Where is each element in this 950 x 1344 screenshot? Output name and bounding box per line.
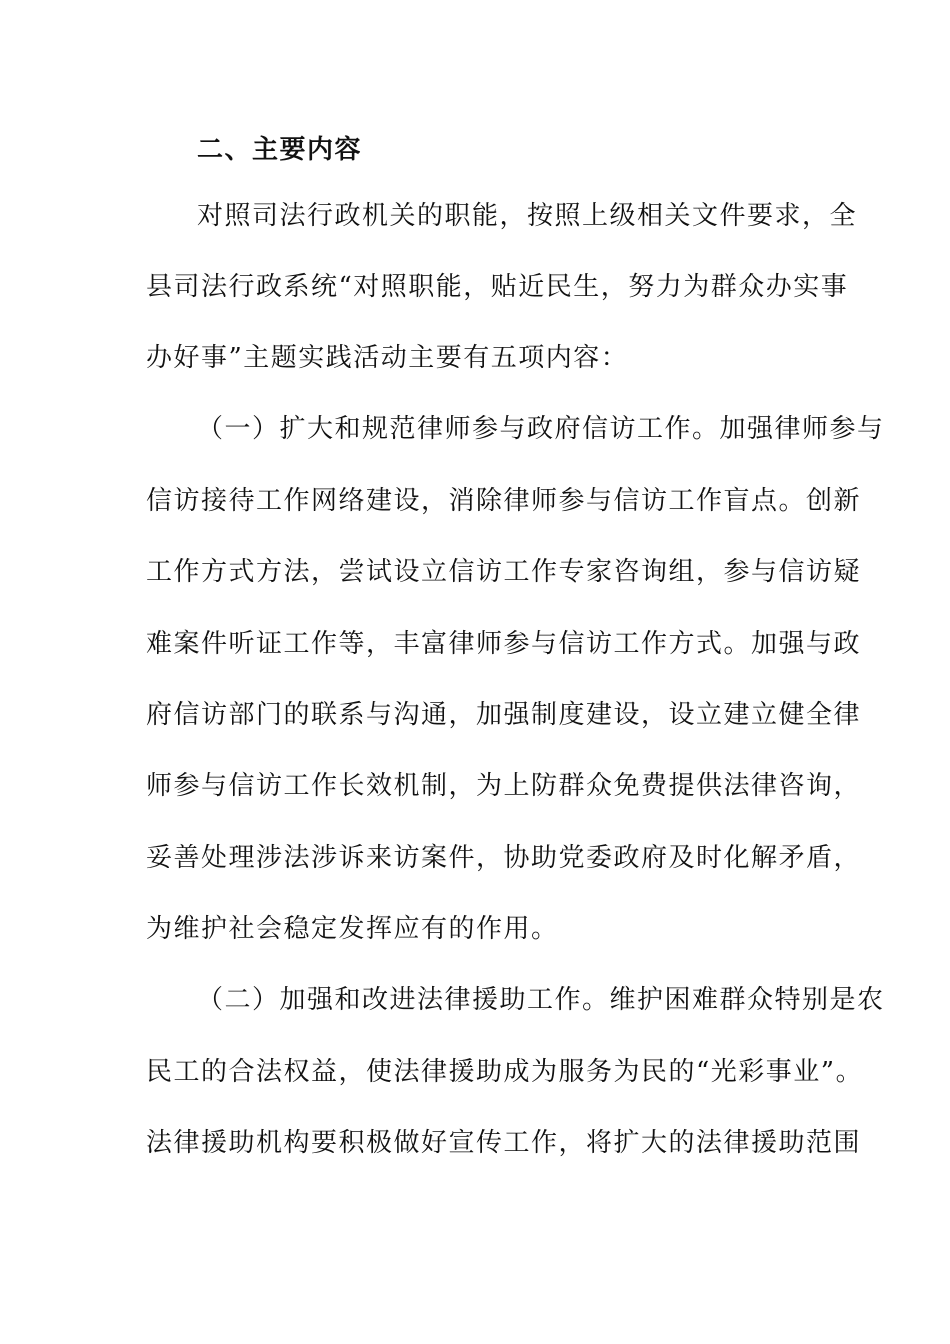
paragraph-line: 办好事”主题实践活动主要有五项内容： — [146, 343, 629, 373]
paragraph-line: 县司法行政系统“对照职能，贴近民生，努力为群众办实事 — [146, 272, 849, 302]
paragraph-line: 工作方式方法，尝试设立信访工作专家咨询组，参与信访疑 — [146, 557, 862, 587]
paragraph-line: 难案件听证工作等，丰富律师参与信访工作方式。加强与政 — [146, 629, 862, 659]
paragraph-line: 对照司法行政机关的职能，按照上级相关文件要求，全 — [197, 201, 858, 231]
paragraph-line: 府信访部门的联系与沟通，加强制度建设，设立建立健全律 — [146, 700, 862, 730]
paragraph-line: 为维护社会稳定发挥应有的作用。 — [146, 914, 559, 944]
paragraph-line: 妥善处理涉法涉诉来访案件，协助党委政府及时化解矛盾， — [146, 843, 862, 873]
paragraph-line: 信访接待工作网络建设，消除律师参与信访工作盲点。创新 — [146, 486, 862, 516]
paragraph-line: （二）加强和改进法律援助工作。维护困难群众特别是农 — [197, 985, 885, 1015]
paragraph-line: 民工的合法权益，使法律援助成为服务为民的“光彩事业”。 — [146, 1057, 864, 1087]
paragraph-line: 师参与信访工作长效机制，为上防群众免费提供法律咨询， — [146, 771, 862, 801]
paragraph-line: 法律援助机构要积极做好宣传工作，将扩大的法律援助范围 — [146, 1128, 862, 1158]
paragraph-line: （一）扩大和规范律师参与政府信访工作。加强律师参与 — [197, 414, 885, 444]
section-heading: 二、主要内容 — [197, 135, 363, 165]
